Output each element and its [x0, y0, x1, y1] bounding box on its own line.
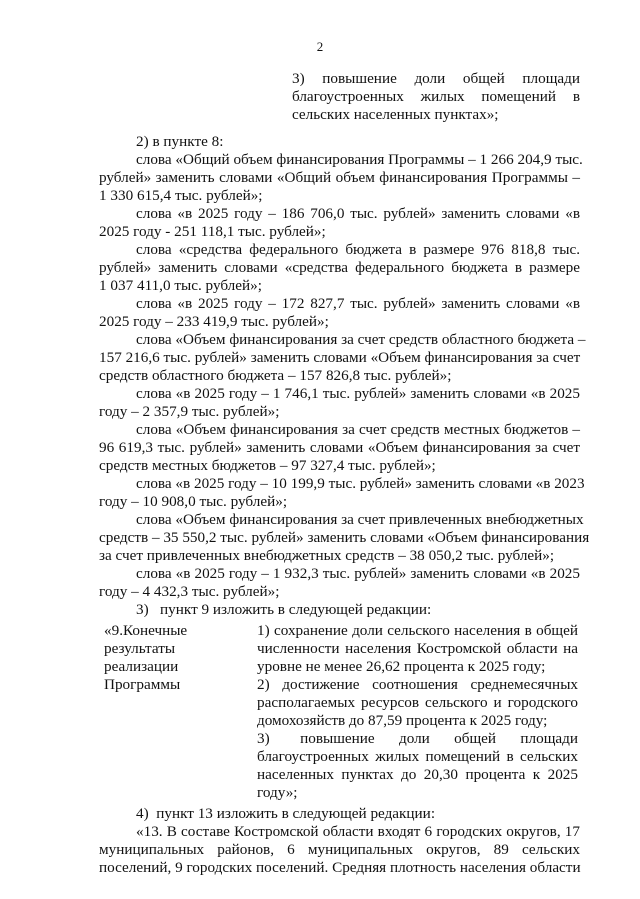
table-right-cell-line: 3) повышение доли общей площади: [257, 730, 578, 747]
paragraph-line: слова «в 2025 году – 186 706,0 тыс. рублей» заменить словами «в: [136, 205, 580, 222]
table-left-cell-line: результаты: [104, 640, 176, 657]
paragraph-line: слова «средства федерального бюджета в размере 976 818,8 тыс.: [136, 241, 580, 258]
paragraph-line: муниципальных районов, 6 муниципальных округов, 89 сельских: [99, 841, 580, 858]
table-right-cell-line: уровне не менее 26,62 процента к 2025 году;: [257, 658, 546, 675]
paragraph-line: 2025 году – 233 419,9 тыс. рублей»;: [99, 313, 329, 330]
table-right-cell-line: численности населения Костромской области на: [257, 640, 578, 657]
paragraph-line: слова «Объем финансирования за счет привлеченных внебюджетных: [136, 511, 584, 528]
paragraph-line: средств местных бюджетов – 97 327,4 тыс. рублей»;: [99, 457, 436, 474]
paragraph-line: году – 4 432,3 тыс. рублей»;: [99, 583, 280, 600]
continued-item-line: сельских населенных пунктах»;: [292, 106, 499, 123]
continued-item-line: благоустроенных жилых помещений в: [292, 88, 580, 105]
item2-heading: 2) в пункте 8:: [136, 133, 224, 150]
paragraph-line: слова «в 2025 году – 1 932,3 тыс. рублей» заменить словами «в 2025: [136, 565, 580, 582]
paragraph-line: 157 216,6 тыс. рублей» заменить словами «Объем финансирования за счет: [99, 349, 581, 366]
paragraph-line: поселений, 9 городских поселений. Средняя плотность населения области: [99, 859, 581, 876]
table-right-cell-line: располагаемых ресурсов сельского и городского: [257, 694, 578, 711]
table-left-cell-line: реализации: [104, 658, 179, 675]
paragraph-line: слова «Общий объем финансирования Программы – 1 266 204,9 тыс.: [136, 151, 583, 168]
paragraph-line: 2025 году - 251 118,1 тыс. рублей»;: [99, 223, 326, 240]
paragraph-line: рублей» заменить словами «Общий объем финансирования Программы –: [99, 169, 580, 186]
paragraph-line: «13. В составе Костромской области входят 6 городских округов, 17: [136, 823, 580, 840]
paragraph-line: средств областного бюджета – 157 826,8 тыс. рублей»;: [99, 367, 452, 384]
paragraph-line: слова «Объем финансирования за счет средств областного бюджета –: [136, 331, 586, 348]
paragraph-line: за счет привлеченных внебюджетных средств – 38 050,2 тыс. рублей»;: [99, 547, 555, 564]
paragraph-line: слова «в 2025 году – 172 827,7 тыс. рублей» заменить словами «в: [136, 295, 580, 312]
paragraph-line: году – 2 357,9 тыс. рублей»;: [99, 403, 280, 420]
page-number: 2: [316, 39, 324, 54]
paragraph-line: году – 10 908,0 тыс. рублей»;: [99, 493, 288, 510]
paragraph-line: рублей» заменить словами «средства федерального бюджета в размере: [99, 259, 580, 276]
paragraph-line: 96 619,3 тыс. рублей» заменить словами «Объем финансирования за счет: [99, 439, 580, 456]
table-right-cell-line: домохозяйств до 87,59 процента к 2025 году;: [257, 712, 548, 729]
paragraph-line: 1 330 615,4 тыс. рублей»;: [99, 187, 263, 204]
item3-heading: 3) пункт 9 изложить в следующей редакции:: [136, 601, 432, 618]
paragraph-line: 1 037 411,0 тыс. рублей»;: [99, 277, 262, 294]
table-right-cell-line: 2) достижение соотношения среднемесячных: [257, 676, 578, 693]
continued-item-line: 3) повышение доли общей площади: [292, 70, 580, 87]
table-right-cell-line: 1) сохранение доли сельского населения в общей: [257, 622, 578, 639]
paragraph-line: средств – 35 550,2 тыс. рублей» заменить словами «Объем финансирования: [99, 529, 590, 546]
table-right-cell-line: населенных пунктах до 20,30 процента к 2025: [257, 766, 578, 783]
table-left-cell-line: «9.Конечные: [104, 622, 188, 639]
paragraph-line: слова «в 2025 году – 10 199,9 тыс. рублей» заменить словами «в 2023: [136, 475, 585, 492]
paragraph-line: слова «в 2025 году – 1 746,1 тыс. рублей» заменить словами «в 2025: [136, 385, 580, 402]
paragraph-line: слова «Объем финансирования за счет средств местных бюджетов –: [136, 421, 580, 438]
table-left-cell-line: Программы: [104, 676, 181, 693]
table-right-cell-line: году»;: [257, 784, 298, 801]
item4-heading: 4) пункт 13 изложить в следующей редакции:: [136, 805, 436, 822]
table-right-cell-line: благоустроенных жилых помещений в сельских: [257, 748, 578, 765]
